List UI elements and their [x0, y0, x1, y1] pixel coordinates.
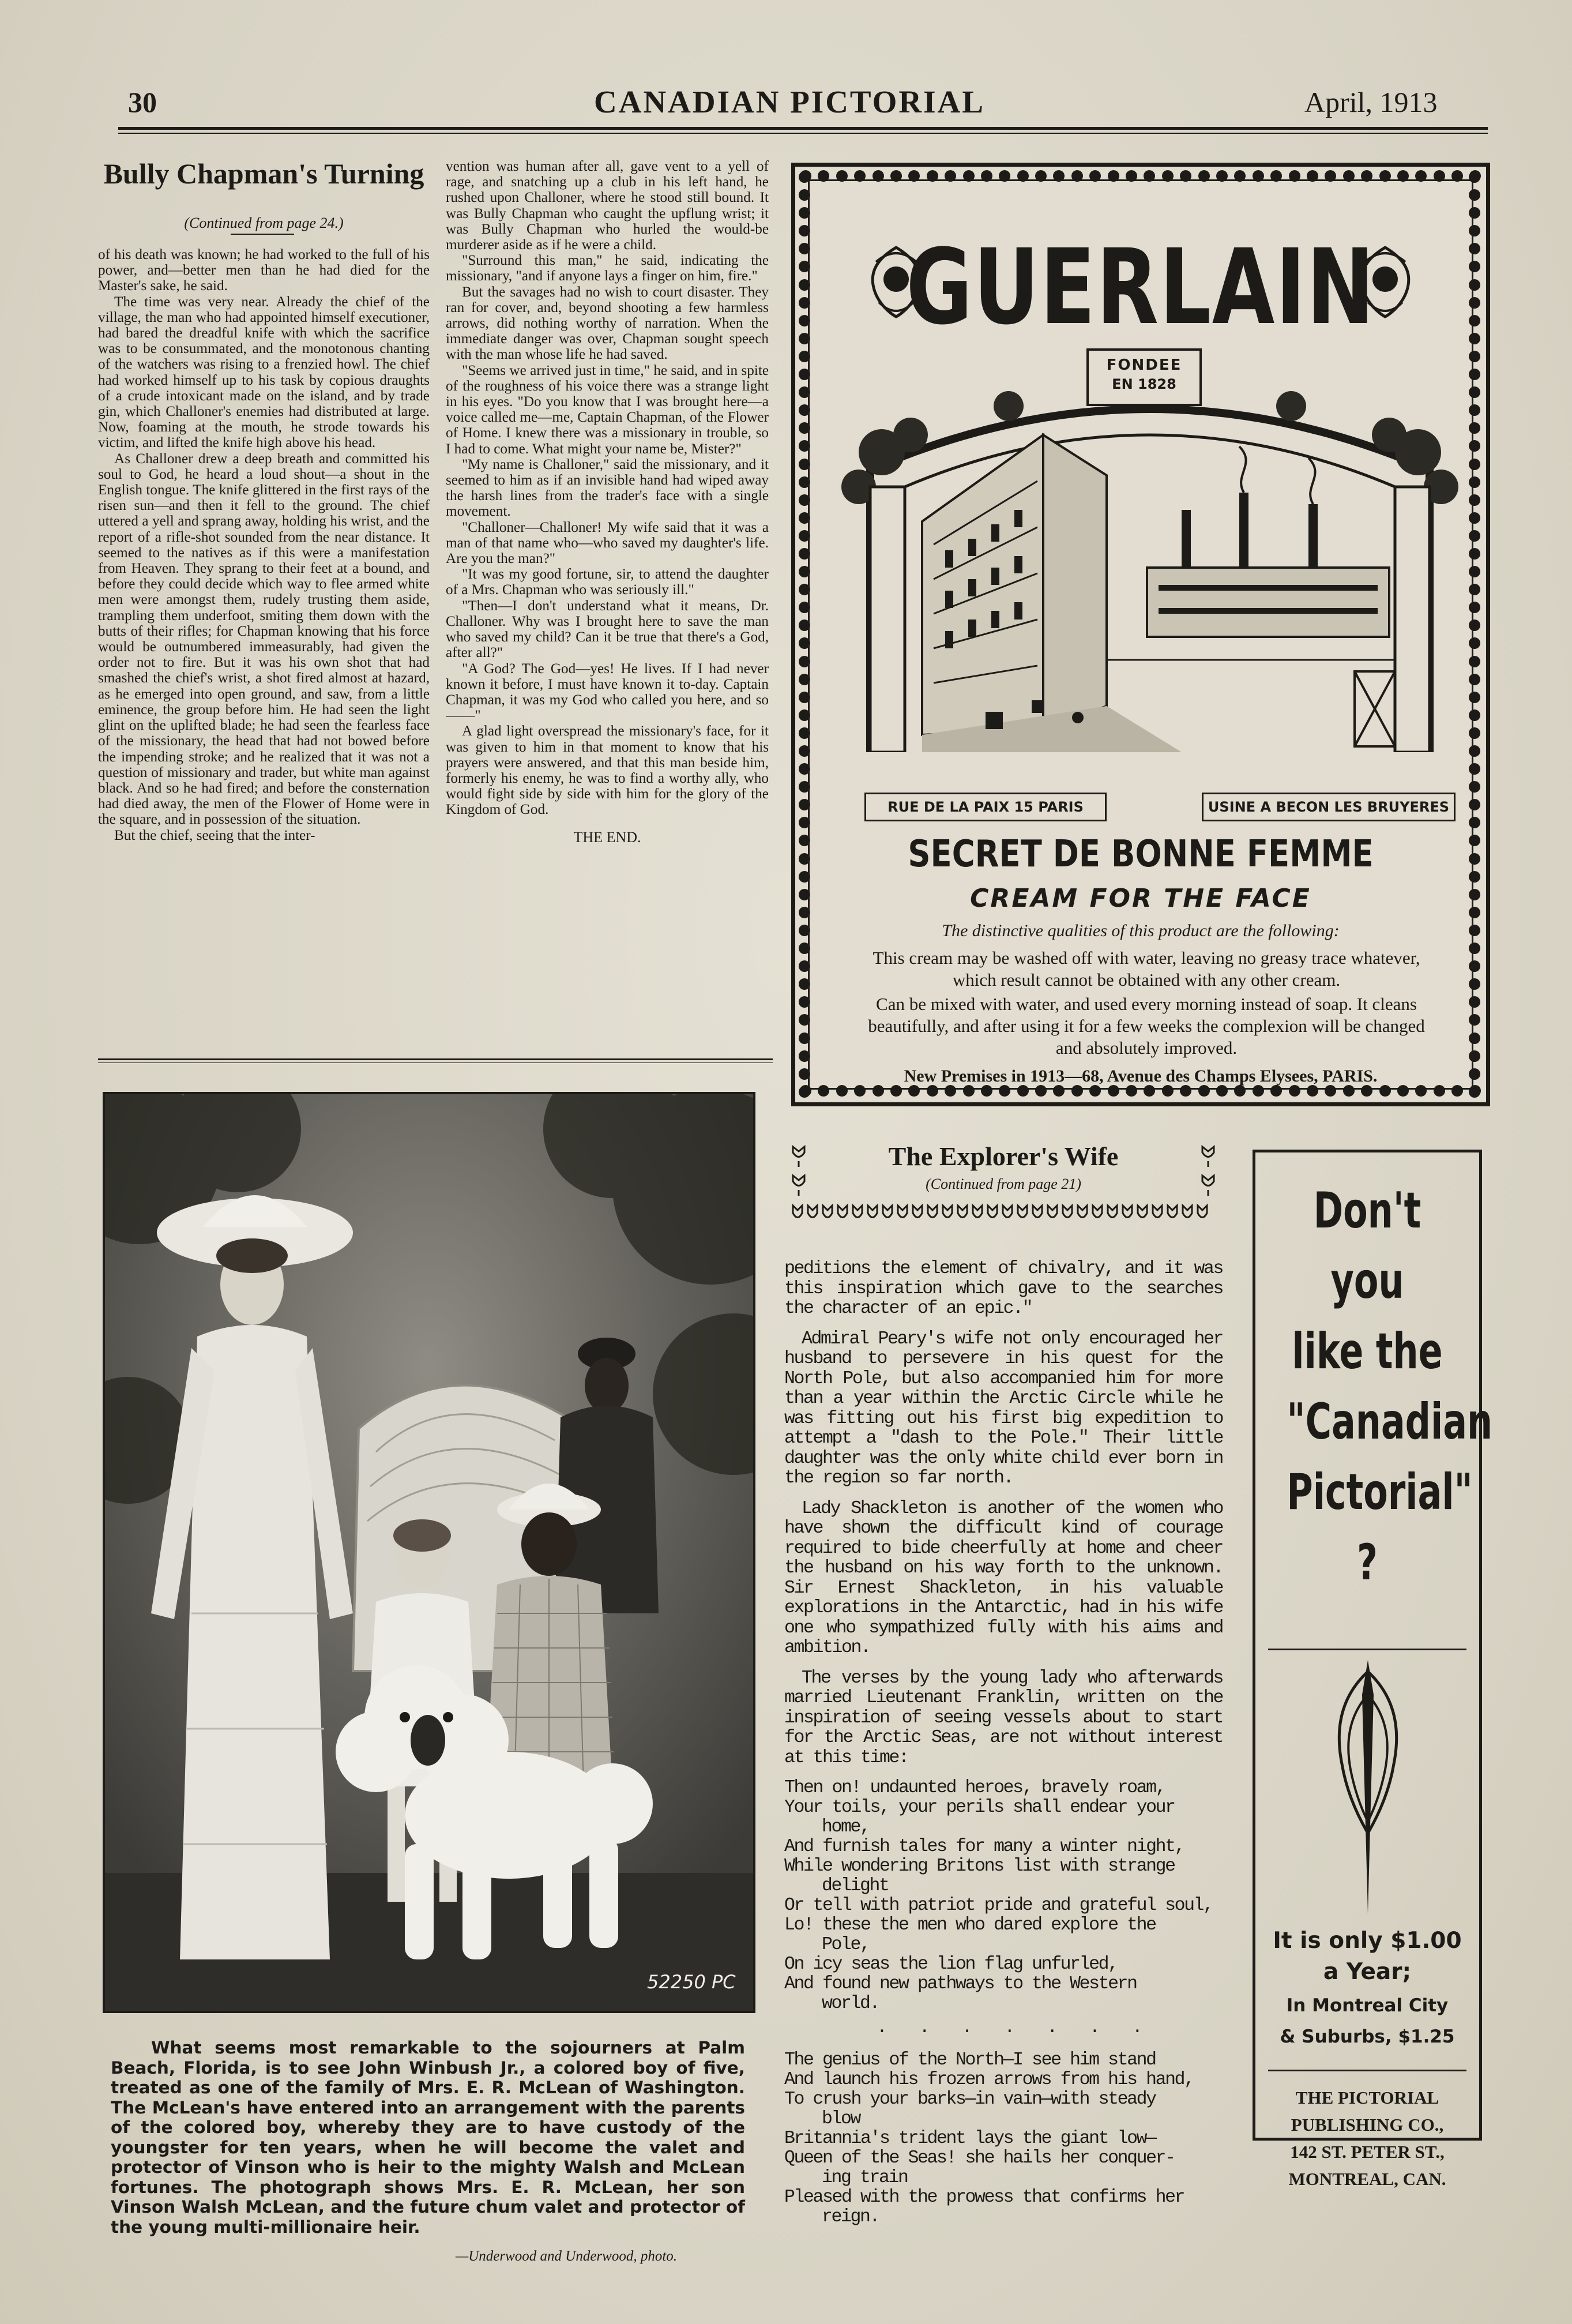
family-photo-illustration [105, 1094, 753, 2011]
tulip-ornament [823, 1206, 832, 1218]
paragraph: As Challoner drew a deep breath and committed his soul to God, he heard a loud shout—a shout in the English tongue. The knife glittered in the first rays of the risen sun—and then it fell to the ground. The chief uttered a yell and sprang away, holding his wrist, and the report of a rifle-shot sounded from the near distance. It seemed to the natives as if this were a manifestation from Heaven. They sprang to their feet at a bound, and before they could decide which way to flee armed white men were amongst them, rudely trusting them aside, trampling them underfoot, smiting them down with the butts of their rifles; for Chapman knowing that his force would be outnumbered immeasurably, had given the order not to fire. But it was his own shot that had smashed the chief's wrist, a shot fired almost at hazard, as he emerged into open ground, and saw, from a little eminence, the group before him. He had seen the light glint on the uplifted blade; he had seen the fearless face of the missionary, the head that had not bowed before the impending stroke; and he realized that it was not a question of missionary and trader, but white man against black. And so he had fired; and before the consternation had died away, the men of the Flower of Home were in the square, and in possession of the situation. [98, 450, 430, 828]
tulip-ornament [973, 1206, 982, 1218]
qualities-intro: The distinctive qualities of this product are the following: [942, 921, 1340, 940]
continued-note: (Continued from page 21) [926, 1176, 1081, 1192]
section-rule [98, 1058, 773, 1060]
verse-line: Your toils, your perils shall endear your [784, 1797, 1175, 1818]
tulip-ornament [943, 1206, 952, 1218]
verse-line: To crush your barks—in vain—with steady [784, 2089, 1156, 2109]
price-line: It is only $1.00 [1273, 1928, 1462, 1954]
tulip-ornament [898, 1206, 907, 1218]
publication-title: CANADIAN PICTORIAL [594, 84, 985, 119]
the-end: THE END. [573, 828, 641, 846]
paragraph: "A God? The God—yes! He lives. If I had never known it before, I must have known it to-day. Captain Chapman, it was my God who called you here, and so——" [446, 660, 769, 724]
article-title: The Explorer's Wife [888, 1142, 1119, 1171]
verse-line: delight [822, 1876, 889, 1896]
paragraph: This cream may be washed off with water, leaving no greasy trace whatever, which result cannot be obtained with any other cream. [873, 948, 1420, 990]
paragraph: A glad light overspread the missionary's face, for it was given to him in that moment to know that his prayers were answered, and that this man beside him, formerly his enemy, he was to find a worthy ally, who would fight side by side with him for the glory of the Kingdom of God. [446, 723, 769, 818]
verse-line: Pole, [822, 1935, 870, 1955]
paragraph: The time was very near. Already the chief of the village, the man who had appointed himself executioner, had bared the dreadful knife with which the sacrifice was to be consummated, and the monotonous chanting of the watchers was rising to a frenzied howl. The chief had worked himself up to his task by copious draughts of a crude intoxicant made on the island, and by trade gin, which Challoner's enemies had distributed at large. Now, foaming at the mouth, he strode towards his victim, and lifted the knife high above his head. [98, 294, 430, 451]
tulip-ornament [913, 1206, 922, 1218]
product-subtitle: CREAM FOR THE FACE [970, 884, 1311, 913]
caption-text: What seems most remarkable to the sojourners at Palm Beach, Florida, is to see John Winbush Jr., a colored boy of five, treated as one of the family of Mrs. E. R. McLean of Washington. The McLean's have entered into an arrangement with the parents of the colored boy, whereby they are to have custody of the youngster for ten years, when he will become the valet and protector of Vinson who is heir to the mighty Walsh and McLean fortunes. The photograph shows Mrs. E. R. McLean, her son Vinson Walsh McLean, and the future chum valet and protector of the young multi-millionaire heir. [111, 2038, 745, 2237]
headline-line: ? [1357, 1534, 1378, 1591]
issue-date: April, 1913 [1304, 86, 1438, 118]
paragraph: vention was human after all, gave vent to a yell of rage, and snatching up a club in his left hand, he rushed upon Challoner, where he stood still bound. It was Bully Chapman who caught the upflung wrist; it was Bully Chapman who hurled the would-be murderer aside as if he were a child. [446, 159, 769, 253]
explorers-wife-body [784, 1259, 1223, 2227]
subscription-advertisement [1253, 1150, 1493, 2189]
verse-separator: . . . . . . . [877, 2018, 1153, 2038]
price-line: a Year; [1323, 1959, 1412, 1985]
tulip-ornament [1198, 1206, 1207, 1218]
product-description [856, 947, 1437, 1061]
publisher-line: MONTREAL, CAN. [1288, 2169, 1446, 2189]
brand-name: GUERLAIN [906, 227, 1375, 348]
verse-line: Queen of the Seas! she hails her conquer- [784, 2148, 1175, 2168]
publisher-line: PUBLISHING CO., [1291, 2115, 1444, 2135]
verse-line: Or tell with patriot pride and grateful soul, [784, 1895, 1213, 1916]
negative-number: 52250 PC [647, 1971, 736, 1993]
verse-line: home, [822, 1817, 870, 1837]
headline-line: Don't you [1313, 1182, 1421, 1310]
verse-line: ing train [822, 2168, 908, 2188]
tulip-ornament [1123, 1206, 1132, 1218]
photograph [103, 1092, 755, 2013]
product-name: SECRET DE BONNE FEMME [908, 833, 1374, 876]
tulip-ornament [1168, 1206, 1177, 1218]
tulip-ornament [1063, 1206, 1072, 1218]
tulip-ornament [853, 1206, 862, 1218]
ad-rule [1268, 2070, 1466, 2071]
tulip-ornament [838, 1206, 847, 1218]
verse-line: And found new pathways to the Western [784, 1974, 1137, 1994]
paragraph: The verses by the young lady who afterwards married Lieutenant Franklin, written on the inspiration of seeing vessels about to start for the Arctic Seas, are not without interest at this time: [784, 1668, 1223, 1768]
paragraph: But the savages had no wish to court disaster. They ran for cover, and, beyond shooting a few harmless arrows, did nothing worthy of narration. When the immediate danger was over, Chapman sought speech with the man whose life he had saved. [446, 284, 769, 363]
headline-line: "Canadian [1287, 1393, 1493, 1451]
verse-line: world. [822, 1993, 879, 2014]
ad-inner-frame [808, 179, 1473, 1090]
verse-line: Lo! these the men who dared explore the [784, 1915, 1156, 1935]
paragraph: Lady Shackleton is another of the women who have shown the difficult kind of courage required to bide cheerfully at home and cheer the husband on his way forth to the unknown. Sir Ernest Shackleton, in his valuable explorations in the Antarctic, had in his wife one who sympathized fully with his aims and ambition. [784, 1498, 1223, 1658]
photo-credit: —Underwood and Underwood, photo. [456, 2248, 678, 2264]
paragraph: But the chief, seeing that the inter- [114, 827, 315, 843]
city-line: & Suburbs, $1.25 [1280, 2026, 1455, 2047]
publisher-address [1255, 2084, 1479, 2192]
explorers-wife-header [781, 1141, 1225, 1227]
guerlain-advertisement [791, 163, 1490, 1106]
tulip-ornament [883, 1206, 892, 1218]
tulip-ornament [928, 1206, 937, 1218]
tulip-ornament [1138, 1206, 1147, 1218]
story-column-2 [446, 159, 769, 1024]
header-rule [118, 127, 1488, 130]
founded-label: FONDEE [1106, 356, 1182, 374]
ornament-icon [1325, 1660, 1411, 1920]
header-rule-thin [118, 133, 1488, 134]
verse-line: Britannia's trident lays the giant low— [784, 2128, 1156, 2149]
tulip-ornament [1033, 1206, 1042, 1218]
paragraph: "It was my good fortune, sir, to attend the daughter of a Mrs. Chapman who was seriously ill." [446, 566, 769, 598]
photo-caption [111, 2038, 745, 2237]
paragraph: "Then—I don't understand what it means, Dr. Challoner. Why was I brought here to save the man who saved my child? Can it be true that there's a God, after all?" [446, 598, 769, 661]
city-line: In Montreal City [1286, 1995, 1449, 2016]
title-rule [231, 234, 294, 235]
verse-line: Pleased with the prowess that confirms her [784, 2187, 1184, 2207]
paris-address: RUE DE LA PAIX 15 PARIS [864, 793, 1107, 821]
verse-line: On icy seas the lion flag unfurled, [784, 1954, 1118, 1974]
paragraph: Can be mixed with water, and used every morning instead of soap. It cleans beautifully, and after using it for a few weeks the complexion will be changed and absolutely improved. [868, 994, 1425, 1058]
paragraph: peditions the element of chivalry, and it was this inspiration which gave to the searches the character of an epic." [784, 1259, 1223, 1319]
montreal-price [1255, 1990, 1479, 2052]
tulip-ornament [1108, 1206, 1117, 1218]
publisher-line: THE PICTORIAL [1295, 2088, 1439, 2108]
tulip-ornament [1048, 1206, 1057, 1218]
founded-badge [1086, 348, 1202, 406]
tulip-ornament [793, 1206, 802, 1218]
paragraph: of his death was known; he had worked to the full of his power, and—better men than he had died for the Master's sake, he said. [98, 247, 430, 294]
headline-line: like the [1292, 1323, 1443, 1380]
tulip-ornament [868, 1206, 877, 1218]
verse-line: reign. [822, 2207, 879, 2227]
verse-line: Then on! undaunted heroes, bravely roam, [784, 1778, 1165, 1798]
verse-line: And launch his frozen arrows from his hand, [784, 2070, 1194, 2090]
continued-note: (Continued from page 24.) [184, 215, 344, 231]
verse-line: While wondering Britons list with strange [784, 1856, 1175, 1876]
page-number: 30 [128, 86, 157, 118]
paragraph: "Surround this man," he said, indicating the missionary, "and if anyone lays a finger on him, fire." [446, 253, 769, 284]
verse-line: blow [822, 2109, 860, 2129]
verse-line: And furnish tales for many a winter night, [784, 1837, 1184, 1857]
tulip-ornament [1093, 1206, 1102, 1218]
headline-line: Pictorial" [1287, 1463, 1473, 1521]
founded-year: EN 1828 [1112, 376, 1176, 392]
story-column-1 [98, 247, 430, 1026]
tulip-ornament [988, 1206, 997, 1218]
tulip-ornament [1078, 1206, 1087, 1218]
new-premises: New Premises in 1913—68, Avenue des Champs Elysees, PARIS. [904, 1067, 1378, 1086]
tulip-ornament [1003, 1206, 1012, 1218]
story-title: Bully Chapman's Turning [103, 157, 424, 190]
section-rule-thin [98, 1062, 773, 1063]
ad-rule [1268, 1649, 1466, 1650]
paragraph: "Challoner—Challoner! My wife said that it was a man of that name who—who saved my daughter's life. Are you the man?" [446, 519, 769, 567]
tulip-ornament [1153, 1206, 1162, 1218]
tulip-ornament [958, 1206, 967, 1218]
paragraph: Admiral Peary's wife not only encouraged her husband to persevere in his quest for the North Pole, but also accompanied him for more than a year within the Arctic Circle while he was fitting out his first big expedition to attempt a "dash to the Pole." Their little daughter was the only white child ever born in the region so far north. [784, 1328, 1223, 1488]
paragraph: "Seems we arrived just in time," he said, and in spite of the roughness of his voice there was a strange light in his eyes. "Do you know that I was brought here—a voice called me—me, Captain Chapman, of the Flower of Home. I knew there was a missionary in trouble, so I had to come. What might your name be, Mister?" [446, 362, 769, 457]
factory-address: USINE A BECON LES BRUYERES [1202, 793, 1456, 821]
tulip-ornament [808, 1206, 817, 1218]
verse-line: The genius of the North—I see him stand [784, 2050, 1156, 2070]
publisher-line: 142 ST. PETER ST., [1290, 2142, 1445, 2162]
ad-headline [1287, 1176, 1493, 1598]
price [1255, 1925, 1479, 1988]
tulip-ornament [1018, 1206, 1027, 1218]
paragraph: "My name is Challoner," said the missionary, and it seemed to him as if an invisible hand had wiped away the harsh lines from the trader's face with a single movement. [446, 456, 769, 520]
tulip-ornament [1183, 1206, 1192, 1218]
franklin-verse [784, 1778, 1223, 2227]
